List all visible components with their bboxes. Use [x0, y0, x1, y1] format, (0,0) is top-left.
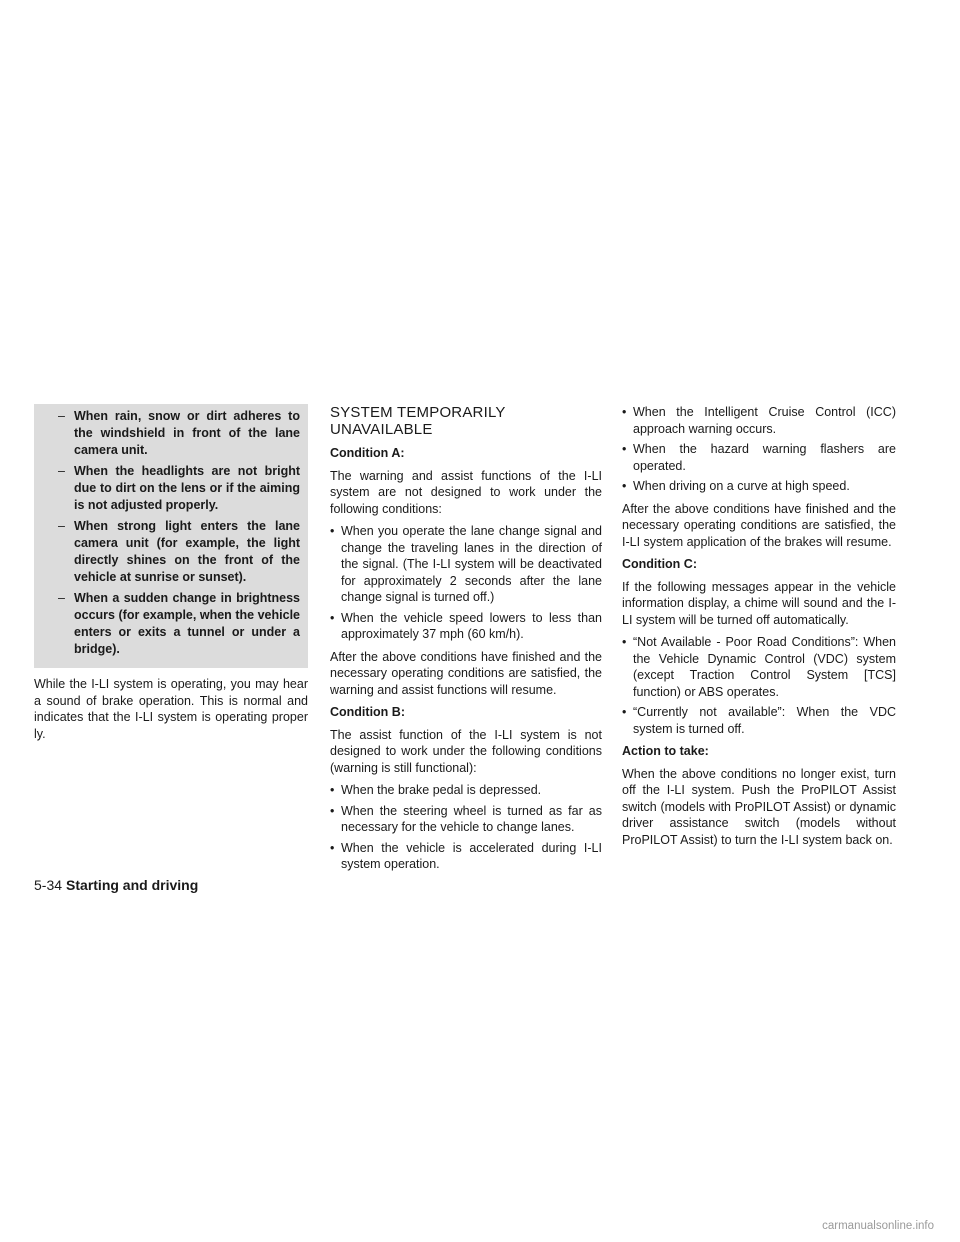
column-middle [330, 404, 602, 879]
bullet-marker: • [622, 705, 627, 719]
list-item-text: “Currently not available”: When the VDC system is turned off. [633, 705, 896, 736]
condition-b-list [330, 782, 602, 873]
dash-marker: – [58, 519, 65, 533]
list-item [622, 634, 896, 700]
dash-marker: – [58, 409, 65, 423]
list-item [622, 704, 896, 737]
bullet-marker: • [330, 524, 335, 538]
condition-a-intro: The warning and assist functions of the I-LI system are not designed to work under the following conditions: [330, 468, 602, 516]
page-number: 5-34 [34, 877, 63, 893]
warning-item-text: When strong light enters the lane camera unit (for example, the light directly shines on the front of the vehicle at sunrise or sunset). [74, 519, 300, 584]
list-item-text: When the vehicle speed lowers to less than approximately 37 mph (60 km/h). [341, 610, 602, 641]
warning-item-text: When a sudden change in brightness occurs (for example, when the vehicle enters or exits a tunnel or under a bridge). [74, 591, 300, 656]
list-item [622, 478, 896, 495]
list-item-text: When the vehicle is accelerated during I-LI system operation. [341, 840, 602, 871]
condition-a-title: Condition A: [330, 446, 405, 460]
action-text: When the above conditions no longer exist, turn off the I-LI system. Push the ProPILOT Assist switch (models with ProPILOT Assist) or dynamic driver assistance switch (models without ProPILOT Assist) to turn the I-LI system back on. [622, 766, 896, 847]
list-item [330, 610, 602, 643]
watermark: carmanualsonline.info [822, 1220, 934, 1232]
bullet-marker: • [622, 479, 627, 493]
list-item-text: When the hazard warning flashers are operated. [633, 442, 896, 473]
list-item [622, 404, 896, 437]
page-footer [34, 876, 198, 894]
list-item-text: When the brake pedal is depressed. [341, 783, 542, 797]
list-item-text: When the Intelligent Cruise Control (ICC) approach warning occurs. [633, 405, 896, 436]
dash-marker: – [58, 591, 65, 605]
condition-c-title: Condition C: [622, 557, 697, 571]
list-item [330, 523, 602, 606]
condition-b-after: After the above conditions have finished and the necessary operating conditions are satisfied, the I-LI system application of the brakes will resume. [622, 501, 896, 549]
list-item-text: “Not Available - Poor Road Conditions”: When the Vehicle Dynamic Control (VDC) system (except Traction Control System [TCS] function) or ABS operates. [633, 635, 896, 699]
condition-c-list [622, 634, 896, 737]
condition-b-title: Condition B: [330, 705, 405, 719]
warning-item-text: When rain, snow or dirt adheres to the windshield in front of the lane camera unit. [74, 409, 300, 457]
condition-a-after: After the above conditions have finished and the necessary operating conditions are satisfied, the warning and assist functions will resume. [330, 649, 602, 697]
warning-item [48, 463, 300, 514]
bullet-marker: • [330, 803, 335, 818]
bullet-marker: • [330, 610, 335, 625]
section-heading: SYSTEM TEMPORARILY UNAVAILABLE [330, 404, 506, 438]
list-item-text: When you operate the lane change signal and change the traveling lanes in the direction of the signal. (The I-LI system will be deactivated for approximately 2 seconds after the lane change signal is turned off.) [341, 524, 602, 604]
list-item-text: When the steering wheel is turned as far as necessary for the vehicle to change lanes. [341, 803, 602, 834]
condition-b-intro: The assist function of the I-LI system is not designed to work under the following conditions (warning is still functional): [330, 727, 602, 775]
list-item [622, 441, 896, 474]
bullet-marker: • [330, 840, 335, 855]
bullet-marker: • [622, 405, 627, 419]
warning-item-text: When the headlights are not bright due to dirt on the lens or if the aiming is not adjusted properly. [74, 464, 300, 512]
condition-a-list [330, 523, 602, 643]
column-left [34, 404, 308, 748]
list-item [330, 782, 602, 799]
bullet-marker: • [622, 442, 627, 456]
warning-box [34, 404, 308, 668]
action-title: Action to take: [622, 744, 709, 758]
brake-sound-paragraph: While the I-LI system is operating, you may hear a sound of brake operation. This is normal and indicates that the I-LI system is operating proper ly. [34, 677, 308, 741]
list-item [330, 803, 602, 836]
bullet-marker: • [622, 635, 627, 649]
list-item [330, 840, 602, 873]
column-right [622, 404, 896, 854]
section-name: Starting and driving [66, 877, 199, 893]
list-item-text: When driving on a curve at high speed. [633, 479, 850, 493]
warning-item [48, 408, 300, 459]
condition-c-intro: If the following messages appear in the vehicle information display, a chime will sound and the I-LI system will be turned off automatically. [622, 579, 896, 627]
warning-item [48, 518, 300, 586]
warning-item [48, 590, 300, 658]
bullet-marker: • [330, 783, 335, 797]
condition-b-list-continued [622, 404, 896, 495]
dash-marker: – [58, 464, 65, 478]
